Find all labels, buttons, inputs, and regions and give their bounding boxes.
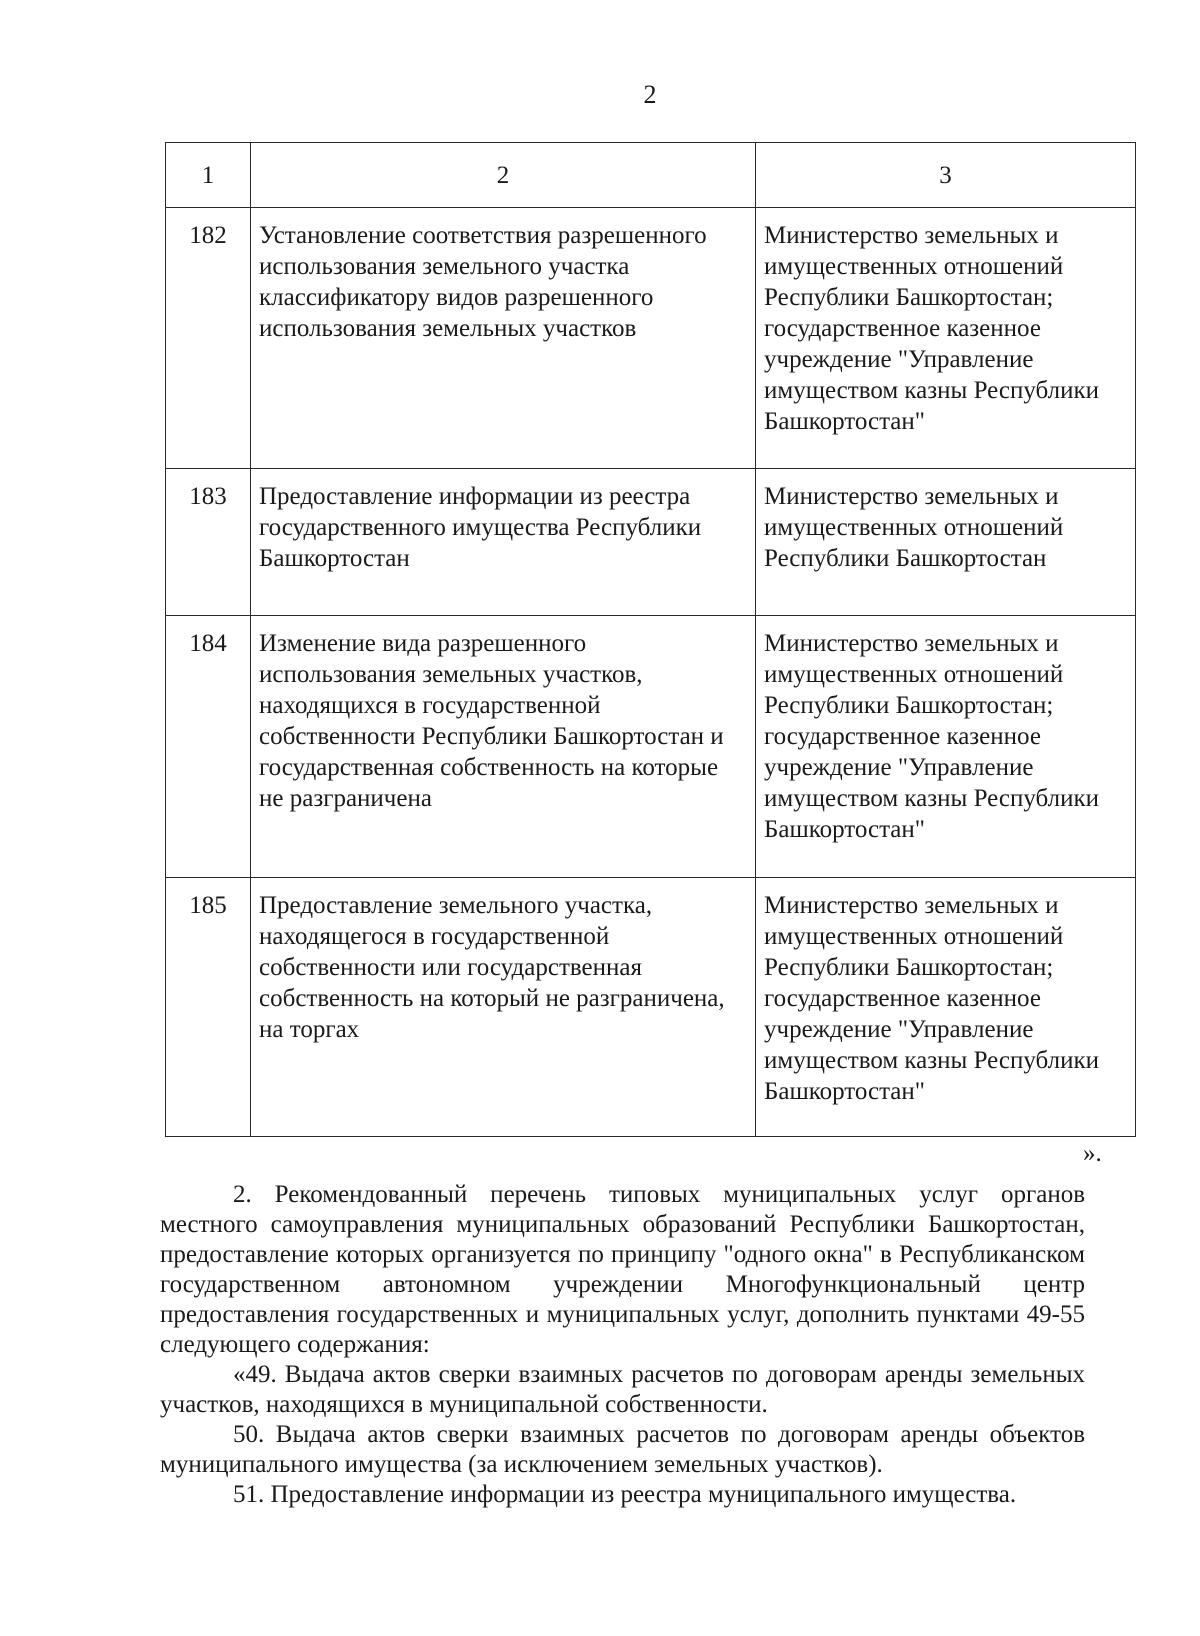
table-row — [166, 208, 1136, 469]
responsible-organization: Министерство земельных и имущественных отношений Республики Башкортостан; государственное казенное учреждение "Управление имуществом казны Республики Башкортостан" — [756, 208, 1136, 469]
header-col-3: 3 — [756, 143, 1136, 208]
services-table — [165, 142, 1136, 1137]
service-name: Предоставление земельного участка, находящегося в государственной собственности или государственная собственность на который не разграничена, на торгах — [251, 878, 756, 1137]
service-name: Предоставление информации из реестра государственного имущества Республики Башкортостан — [251, 469, 756, 616]
header-col-2: 2 — [251, 143, 756, 208]
responsible-organization: Министерство земельных и имущественных отношений Республики Башкортостан — [756, 469, 1136, 616]
closing-quote-mark: ». — [1083, 1140, 1102, 1167]
paragraph-item-2: 2. Рекомендованный перечень типовых муниципальных услуг органов местного самоуправления муниципальных образований Республики Башкортостан, предоставление которых организуется по принципу "одного окна" в Республиканском государственном автономном учреждении Многофункциональный центр предоставления государственных и муниципальных услуг, дополнить пунктами 49-55 следующего содержания: — [160, 1181, 1085, 1358]
table-row — [166, 616, 1136, 878]
table-header-row — [166, 143, 1136, 208]
page-number: 2 — [643, 80, 657, 109]
header-col-1: 1 — [166, 143, 251, 208]
row-number: 182 — [166, 208, 251, 469]
responsible-organization: Министерство земельных и имущественных отношений Республики Башкортостан; государственное казенное учреждение "Управление имуществом казны Республики Башкортостан" — [756, 878, 1136, 1137]
row-number: 183 — [166, 469, 251, 616]
responsible-organization: Министерство земельных и имущественных отношений Республики Башкортостан; государственное казенное учреждение "Управление имуществом казны Республики Башкортостан" — [756, 616, 1136, 878]
paragraph-item-51: 51. Предоставление информации из реестра муниципального имущества. — [233, 1481, 1017, 1508]
service-name: Изменение вида разрешенного использования земельных участков, находящихся в государственной собственности Республики Башкортостан и государственная собственность на которые не разграничена — [251, 616, 756, 878]
row-number: 185 — [166, 878, 251, 1137]
service-name: Установление соответствия разрешенного использования земельного участка классификатору видов разрешенного использования земельных участков — [251, 208, 756, 469]
table-row — [166, 878, 1136, 1137]
table-row — [166, 469, 1136, 616]
body-text — [160, 1180, 1085, 1510]
row-number: 184 — [166, 616, 251, 878]
paragraph-item-50: 50. Выдача актов сверки взаимных расчетов по договорам аренды объектов муниципального имущества (за исключением земельных участков). — [160, 1421, 1085, 1478]
paragraph-item-49: «49. Выдача актов сверки взаимных расчетов по договорам аренды земельных участков, находящихся в муниципальной собственности. — [160, 1361, 1085, 1418]
